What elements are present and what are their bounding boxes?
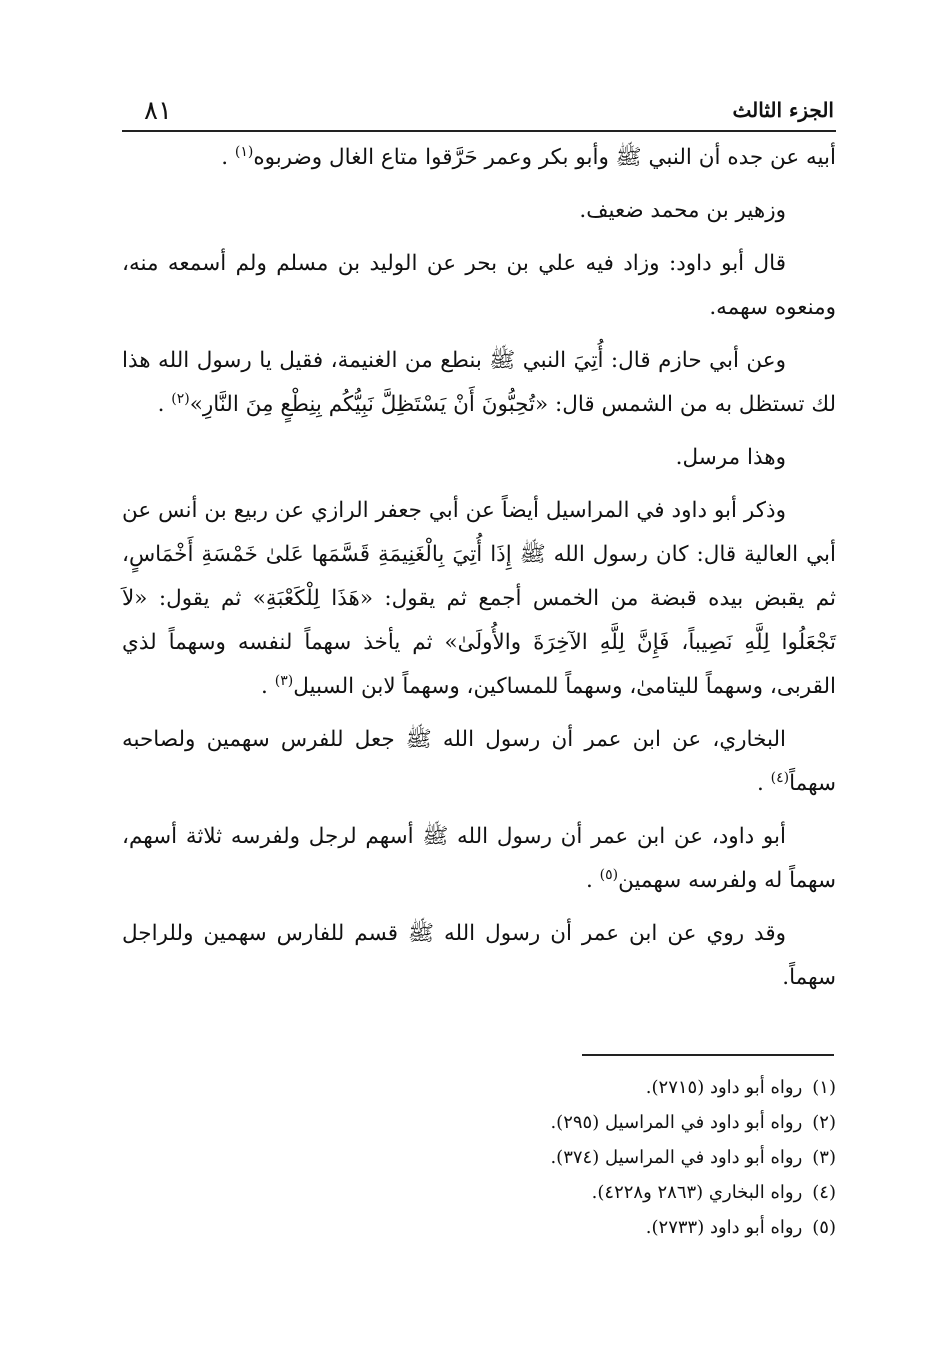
footnote-number: (٣)	[812, 1147, 836, 1168]
footnote-ref: (٥)	[599, 866, 619, 883]
footnote-ref: (٤)	[770, 769, 790, 786]
paragraph-text: البخاري، عن ابن عمر أن رسول الله ﷺ جعل للفرس سهمين ولصاحبه سهماً	[122, 727, 836, 796]
footnote	[300, 1210, 836, 1245]
footnote-number: (٢)	[812, 1112, 836, 1133]
footnote-number: (٤)	[812, 1182, 836, 1203]
paragraph	[122, 339, 836, 427]
footnote-divider	[582, 1054, 834, 1056]
paragraph-text: وقد روي عن ابن عمر أن رسول الله ﷺ قسم للفارس سهمين وللراجل سهماً.	[122, 921, 836, 990]
running-head: الجزء الثالث	[732, 98, 834, 122]
paragraph-text: قال أبو داود: وزاد فيه علي بن بحر عن الوليد بن مسلم ولم أسمعه منه، ومنعوه سهمه.	[122, 251, 836, 320]
footnote	[300, 1105, 836, 1140]
footnote-ref: (٢)	[171, 390, 190, 407]
paragraph-text: أبو داود، عن ابن عمر أن رسول الله ﷺ أسهم لرجل ولفرسه ثلاثة أسهم، سهماً له ولفرسه سهمين	[122, 824, 836, 893]
paragraph	[122, 718, 836, 806]
footnote-text: رواه أبو داود في المراسيل (٢٩٥).	[550, 1112, 803, 1133]
footnote-text: رواه أبو داود (٢٧١٥).	[645, 1077, 803, 1098]
paragraph-text: وزهير بن محمد ضعيف.	[579, 198, 786, 223]
paragraph	[122, 242, 836, 330]
footnote-ref: (١)	[234, 143, 254, 160]
footnote-text: رواه أبو داود (٢٧٣٣).	[645, 1217, 803, 1238]
paragraph	[122, 136, 836, 180]
page-number: ٨١	[144, 96, 172, 126]
footnote-ref: (٣)	[274, 672, 294, 689]
paragraph-end: .	[261, 674, 275, 699]
paragraph	[122, 189, 836, 233]
paragraph	[122, 815, 836, 903]
paragraph-text: أبيه عن جده أن النبي ﷺ وأبو بكر وعمر حَرَّقوا متاع الغال وضربوه	[253, 145, 836, 170]
paragraph-text: وذكر أبو داود في المراسيل أيضاً عن أبي جعفر الرازي عن ربيع بن أنس عن أبي العالية قال: كان رسول الله ﷺ إِذَا أُتِيَ بِالْغَنِيمَةِ قَسَّمَها عَلىٰ خَمْسَةِ أَخْمَاسٍ، ثم يقبض بيده قبضة من الخمس أجمع ثم يقول: «هَذَا لِلْكَعْبَةِ» ثم يقول: «لاَ تَجْعَلُوا لِلَّهِ نَصِيباً، فَإِنَّ لِلَّهِ الآخِرَةَ والأُولَىٰ» ثم يأخذ سهماً لنفسه وسهماً لذي القربى، وسهماً لليتامىٰ، وسهماً للمساكين، وسهماً لابن السبيل	[122, 498, 836, 699]
paragraph-end: .	[221, 145, 235, 170]
footnote-text: رواه أبو داود في المراسيل (٣٧٤).	[550, 1147, 803, 1168]
paragraph-end: .	[585, 868, 600, 893]
paragraph-end: .	[756, 771, 771, 796]
footnote-number: (٥)	[812, 1217, 836, 1238]
paragraph-text: وهذا مرسل.	[675, 445, 786, 470]
footnotes-list	[300, 1070, 836, 1245]
footnote-number: (١)	[812, 1077, 836, 1098]
footnote	[300, 1070, 836, 1105]
paragraph	[122, 912, 836, 1000]
footnote	[300, 1140, 836, 1175]
paragraph-text: وعن أبي حازم قال: أُتِيَ النبي ﷺ بنطع من الغنيمة، فقيل يا رسول الله هذا لك تستظل به من الشمس قال: «تُحِبُّونَ أَنْ يَسْتَظِلَّ نَبِيُّكُم بِنِطْعٍ مِنَ النَّارِ»	[122, 348, 836, 417]
footnote-text: رواه البخاري (٢٨٦٣ و٤٢٢٨).	[591, 1182, 803, 1203]
footnote	[300, 1175, 836, 1210]
paragraph	[122, 489, 836, 709]
page-header	[122, 84, 836, 132]
paragraph-end: .	[157, 392, 172, 417]
paragraph	[122, 436, 836, 480]
body-text	[122, 136, 836, 1009]
